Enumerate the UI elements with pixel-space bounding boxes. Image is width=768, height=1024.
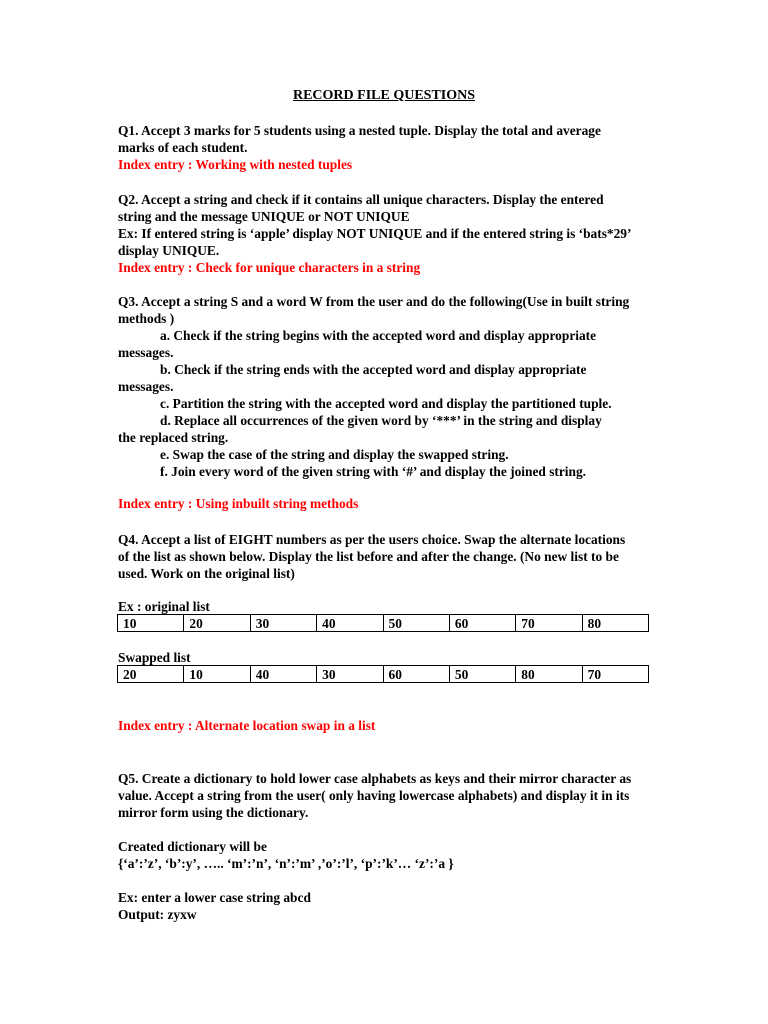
original-list-row [118,615,649,632]
original-list-cell: 10 [118,615,184,632]
original-list-cell: 40 [317,615,383,632]
question-3-item-d-cont: the replaced string. [118,430,229,445]
page-title: RECORD FILE QUESTIONS [292,88,476,103]
original-list-cell: 50 [383,615,449,632]
swapped-list-cell: 10 [184,666,250,683]
swapped-list-cell: 50 [449,666,515,683]
swapped-list-cell: 20 [118,666,184,683]
question-3-item-b-cont: messages. [118,379,174,394]
original-list-cell: 20 [184,615,250,632]
original-list-table [117,614,649,632]
swapped-list-cell: 60 [383,666,449,683]
question-3-index-entry: Index entry : Using inbuilt string methods [118,496,359,511]
question-3-item-b: b. Check if the string ends with the accepted word and display appropriate [160,362,587,377]
question-3-item-f: f. Join every word of the given string with ‘#’ and display the joined string. [160,464,587,479]
question-1-index-entry: Index entry : Working with nested tuples [118,157,353,172]
question-5-text: Q5. Create a dictionary to hold lower case alphabets as keys and their mirror character as value. Accept a string from the user( only having lowercase alphabets) and display it in its mirror form using the dictionary. [118,771,632,820]
original-list-cell: 80 [582,615,648,632]
original-list-cell: 30 [250,615,316,632]
question-2 [118,191,638,276]
question-3-item-e: e. Swap the case of the string and display the swapped string. [160,447,509,462]
swapped-list-cell: 30 [317,666,383,683]
question-2-text: Q2. Accept a string and check if it contains all unique characters. Display the entered string and the message UNIQUE or NOT UNIQUE [118,192,604,224]
question-2-index-entry: Index entry : Check for unique characters in a string [118,260,421,275]
dictionary-value: {‘a’:’z’, ‘b’:y’, ….. ‘m’:’n’, ‘n’:’m’ ,’o’:’l’, ‘p’:’k’… ‘z’:’a } [118,856,454,871]
swapped-list-cell: 80 [516,666,582,683]
question-1-text: Q1. Accept 3 marks for 5 students using a nested tuple. Display the total and average marks of each student. [118,123,601,155]
swapped-list-cell: 40 [250,666,316,683]
swapped-list-cell: 70 [582,666,648,683]
swapped-list-row [118,666,649,683]
question-3-item-d: d. Replace all occurrences of the given word by ‘***’ in the string and display [160,413,602,428]
question-3 [118,293,638,480]
swapped-list-label: Swapped list [118,650,191,665]
swapped-list-table [117,665,649,683]
question-1 [118,122,638,173]
dictionary-label: Created dictionary will be [118,839,267,854]
question-3-item-a: a. Check if the string begins with the accepted word and display appropriate [160,328,597,343]
question-3-item-a-cont: messages. [118,345,174,360]
question-4-text: Q4. Accept a list of EIGHT numbers as per the users choice. Swap the alternate locations of the list as shown below. Display the list before and after the change. (No new list to be used. Work on the original list) [118,532,626,581]
question-3-text: Q3. Accept a string S and a word W from the user and do the following(Use in built string methods ) [118,294,630,326]
question-3-item-c: c. Partition the string with the accepted word and display the partitioned tuple. [160,396,612,411]
question-4-index-entry: Index entry : Alternate location swap in a list [118,718,376,733]
original-list-label: Ex : original list [118,599,210,614]
original-list-cell: 70 [516,615,582,632]
example-output: Output: zyxw [118,907,197,922]
example-input: Ex: enter a lower case string abcd [118,890,311,905]
question-2-example: Ex: If entered string is ‘apple’ display NOT UNIQUE and if the entered string is ‘bats*29’ display UNIQUE. [118,226,631,258]
original-list-cell: 60 [449,615,515,632]
